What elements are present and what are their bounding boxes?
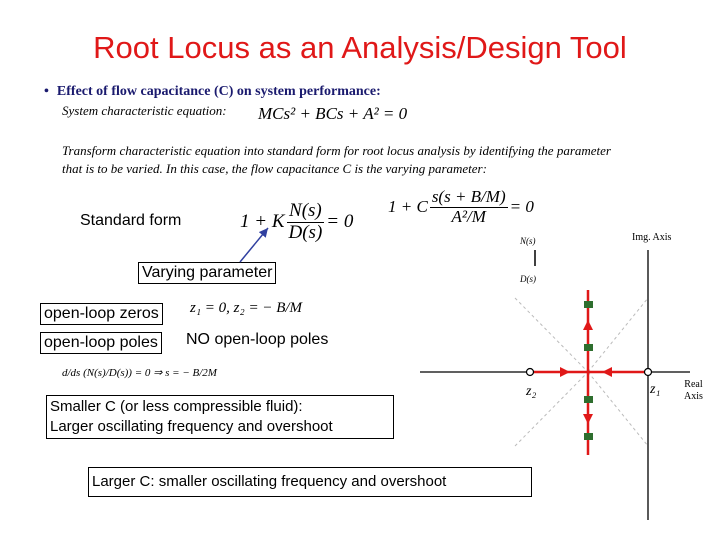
bullet-dot-icon: • <box>44 84 49 99</box>
standard-form-num: N(s) <box>289 200 322 221</box>
pole-marker-2 <box>584 344 593 351</box>
guide-line-1 <box>515 298 588 372</box>
transformed-num-label: N(s) <box>520 236 536 246</box>
pole-marker-4 <box>584 433 593 440</box>
bullet-label: Effect of flow capacitance (C) on system performance: <box>56 84 381 99</box>
standard-form-den: D(s) <box>288 221 323 243</box>
open-loop-poles-label: open-loop poles <box>44 334 158 351</box>
standard-form-rhs: = 0 <box>326 211 354 233</box>
smaller-c-line1: Smaller C (or less compressible fluid): <box>50 398 303 415</box>
smaller-c-line2: Larger oscillating frequency and overshoot <box>50 418 333 435</box>
varying-parameter-arrow <box>240 228 268 262</box>
transform-text-2: that is to be varied. In this case, the flow capacitance C is the varying parameter: <box>62 161 487 176</box>
guide-line-3 <box>588 298 648 372</box>
locus-arrow-up <box>583 320 593 330</box>
real-axis-label-1: Real <box>684 379 703 390</box>
larger-c-text: Larger C: smaller oscillating frequency and overshoot <box>92 473 447 490</box>
transformed-den-label: D(s) <box>520 274 536 284</box>
breakaway-eq: d/ds (N(s)/D(s)) = 0 ⇒ s = − B/2M <box>62 367 217 379</box>
open-loop-zeros-label: open-loop zeros <box>44 305 159 322</box>
standard-form-lhs: 1 + K <box>240 211 285 233</box>
varying-parameter-label: Varying parameter <box>142 264 273 281</box>
transformed-den: A²/M <box>451 206 486 226</box>
char-eq: MCs² + BCs + A² = 0 <box>258 104 408 123</box>
z1-label: z₁ <box>650 382 661 397</box>
transformed-num: s(s + B/M) <box>431 187 506 206</box>
locus-arrow-right <box>560 367 570 377</box>
open-loop-zeros-eq: z₁ = 0, z₂ = − B/M <box>190 300 303 316</box>
real-axis-label <box>684 379 703 403</box>
no-open-loop-poles: NO open-loop poles <box>186 331 329 348</box>
standard-form-label: Standard form <box>80 212 182 229</box>
slide-title: Root Locus as an Analysis/Design Tool <box>93 30 627 65</box>
guide-line-4 <box>588 372 648 446</box>
pole-marker-3 <box>584 396 593 403</box>
zero-z1-icon <box>645 369 652 376</box>
transformed-lhs: 1 + C <box>388 197 428 217</box>
char-eq-label: System characteristic equation: <box>62 103 227 118</box>
img-axis-label: Img. Axis <box>632 232 672 243</box>
real-axis-label-2: Axis <box>684 391 703 402</box>
z2-label: z₂ <box>526 384 537 399</box>
locus-arrow-left <box>602 367 612 377</box>
pole-marker-1 <box>584 301 593 308</box>
transform-text-1: Transform characteristic equation into standard form for root locus analysis by identifying the parameter <box>62 143 611 158</box>
transformed-rhs: = 0 <box>509 197 534 217</box>
locus-arrow-down <box>583 414 593 424</box>
zero-z2-icon <box>527 369 534 376</box>
